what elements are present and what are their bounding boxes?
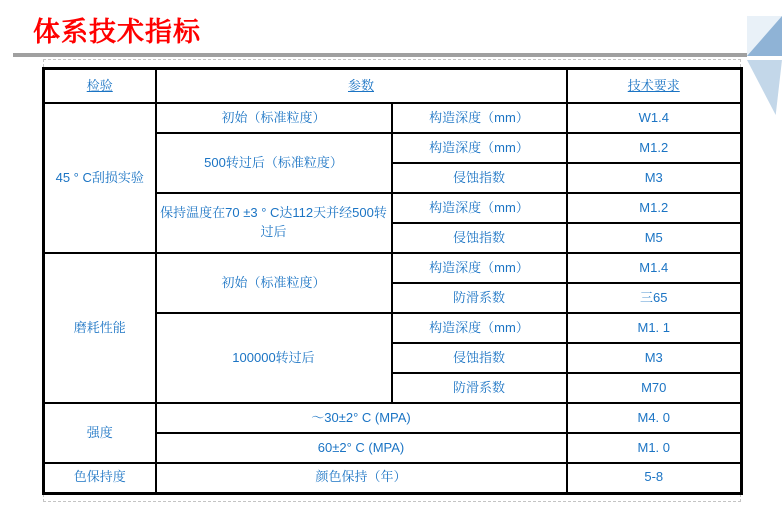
param-cell[interactable]: ～30±2° C (MPA) <box>156 403 567 433</box>
param-cell[interactable]: 60±2° C (MPA) <box>156 433 567 463</box>
param-cell[interactable]: 500转过后（标准粒度） <box>156 133 392 193</box>
row-group-wear-performance[interactable]: 磨耗性能 <box>44 253 156 403</box>
corner-triangle-light-icon <box>747 60 782 115</box>
sub-param-cell[interactable]: 侵蚀指数 <box>392 163 567 193</box>
value-cell[interactable]: M5 <box>567 223 742 253</box>
param-cell[interactable]: 保持温度在70 ±3 ° C达112天并经500转过后 <box>156 193 392 253</box>
value-cell[interactable]: M70 <box>567 373 742 403</box>
value-cell[interactable]: M1.4 <box>567 253 742 283</box>
slide-title[interactable]: 体系技术指标 <box>33 17 201 47</box>
value-cell[interactable]: M1.2 <box>567 193 742 223</box>
value-cell[interactable]: M1. 1 <box>567 313 742 343</box>
sub-param-cell[interactable]: 构造深度（mm） <box>392 103 567 133</box>
sub-param-cell[interactable]: 构造深度（mm） <box>392 133 567 163</box>
spec-table-container <box>42 67 743 495</box>
value-cell[interactable]: M3 <box>567 163 742 193</box>
sub-param-cell[interactable]: 构造深度（mm） <box>392 193 567 223</box>
sub-param-cell[interactable]: 构造深度（mm） <box>392 253 567 283</box>
param-cell[interactable]: 100000转过后 <box>156 313 392 403</box>
column-header-parameter[interactable]: 参数 <box>156 69 567 104</box>
value-cell[interactable]: 5-8 <box>567 463 742 493</box>
param-cell[interactable]: 颜色保持（年） <box>156 463 567 493</box>
sub-param-cell[interactable]: 防滑系数 <box>392 373 567 403</box>
sub-param-cell[interactable]: 防滑系数 <box>392 283 567 313</box>
sub-param-cell[interactable]: 构造深度（mm） <box>392 313 567 343</box>
value-cell[interactable]: M4. 0 <box>567 403 742 433</box>
value-cell[interactable]: M1.2 <box>567 133 742 163</box>
row-group-scratch-test[interactable]: 45 ° C刮损实验 <box>44 103 156 253</box>
column-header-inspection[interactable]: 检验 <box>44 69 156 104</box>
row-group-color-retention[interactable]: 色保持度 <box>44 463 156 493</box>
column-header-requirement[interactable]: 技术要求 <box>567 69 742 104</box>
param-cell[interactable]: 初始（标准粒度） <box>156 103 392 133</box>
sub-param-cell[interactable]: 侵蚀指数 <box>392 223 567 253</box>
value-cell[interactable]: 三65 <box>567 283 742 313</box>
title-underline-rule <box>13 53 747 57</box>
value-cell[interactable]: M1. 0 <box>567 433 742 463</box>
param-cell[interactable]: 初始（标准粒度） <box>156 253 392 313</box>
row-group-strength[interactable]: 强度 <box>44 403 156 463</box>
value-cell[interactable]: W1.4 <box>567 103 742 133</box>
value-cell[interactable]: M3 <box>567 343 742 373</box>
sub-param-cell[interactable]: 侵蚀指数 <box>392 343 567 373</box>
spec-table[interactable] <box>42 67 743 495</box>
